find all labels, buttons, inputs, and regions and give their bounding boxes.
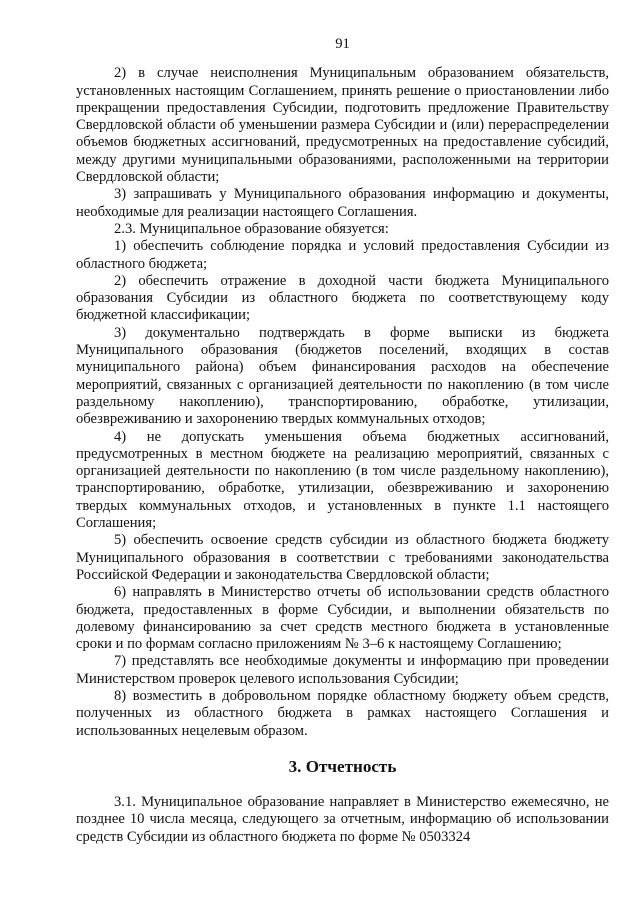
paragraph-duty-6: 6) направлять в Министерство отчеты об использовании средств областного бюджета, предоставленных в форме Субсидии, и выполнении обязательств по долевому финансированию за счет средств местного бюджета в установленные сроки и по формам согласно приложениям № 3–6 к настоящему Соглашению; [76, 584, 609, 653]
paragraph-duty-8: 8) возместить в добровольном порядке областному бюджету объем средств, полученных из областного бюджета в рамках настоящего Соглашения и использованных нецелевым образом. [76, 687, 609, 739]
document-page [76, 36, 609, 846]
paragraph-duty-1: 1) обеспечить соблюдение порядка и условий предоставления Субсидии из областного бюджета; [76, 238, 609, 272]
page-number: 91 [335, 36, 350, 52]
paragraph-obligation-2: 2) в случае неисполнения Муниципальным образованием обязательств, установленных настоящим Соглашением, принять решение о приостановлении либо прекращении предоставления Субсидии, подготовить предложение Правительству Свердловской области об уменьшении размера Субсидии и (или) перераспределении объемов бюджетных ассигнований, предусмотренных на предоставление субсидий, между другими муниципальными образованиями, расположенными на территории Свердловской области; [76, 65, 609, 186]
section-heading-reporting: 3. Отчетность [288, 756, 397, 776]
paragraph-duty-3: 3) документально подтверждать в форме выписки из бюджета Муниципального образования (бюджетов поселений, входящих в состав муниципального района) объем финансирования расходов на обеспечение мероприятий, связанных с организацией деятельности по накоплению (в том числе раздельному накоплению), транспортированию, обработке, утилизации, обезвреживанию и захоронению твердых коммунальных отходов; [76, 324, 609, 428]
paragraph-clause-3-1: 3.1. Муниципальное образование направляет в Министерство ежемесячно, не позднее 10 числа месяца, следующего за отчетным, информацию об использовании средств Субсидии из областного бюджета по форме № 0503324 [76, 794, 609, 845]
paragraph-clause-2-3: 2.3. Муниципальное образование обязуется: [114, 220, 389, 237]
paragraph-duty-2: 2) обеспечить отражение в доходной части бюджета Муниципального образования Субсидии из областного бюджета по соответствующему коду бюджетной классификации; [76, 272, 609, 324]
paragraph-duty-4: 4) не допускать уменьшения объема бюджетных ассигнований, предусмотренных в местном бюджете на реализацию мероприятий, связанных с организацией деятельности по накоплению (в том числе раздельному накоплению), транспортированию, обработке, утилизации, обезвреживанию и захоронению твердых коммунальных отходов, и установленных в пункте 1.1 настоящего Соглашения; [76, 428, 609, 532]
paragraph-duty-5: 5) обеспечить освоение средств субсидии из областного бюджета бюджету Муниципального образования в соответствии с требованиями законодательства Российской Федерации и законодательства Свердловской области; [76, 532, 609, 583]
paragraph-obligation-3: 3) запрашивать у Муниципального образования информацию и документы, необходимые для реализации настоящего Соглашения. [76, 186, 609, 220]
paragraph-duty-7: 7) представлять все необходимые документы и информацию при проведении Министерством проверок целевого использования Субсидии; [76, 653, 609, 687]
